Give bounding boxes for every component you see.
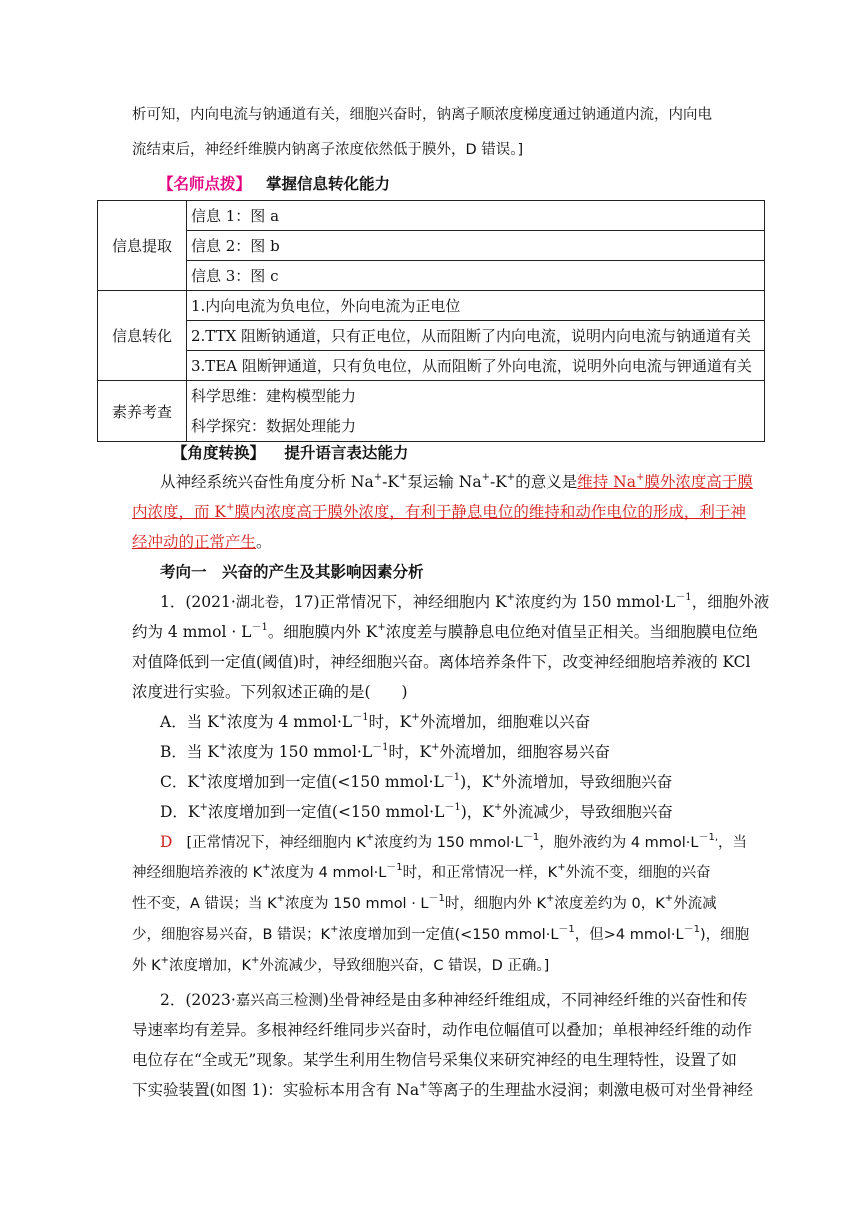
q1-line-4: 浓度进行实验。下列叙述正确的是( ) [132, 683, 408, 701]
text-run: ，但>4 mmol·L [574, 927, 684, 943]
table-head-cell: 信息转化 [98, 291, 187, 381]
angle-para-line-2 [132, 501, 746, 523]
sup: －1 [352, 712, 369, 723]
info-table [97, 200, 765, 442]
q1-option-c [160, 771, 672, 793]
text-run: 外 K [132, 958, 161, 974]
sup: + [664, 893, 674, 904]
text-run: ，当 [718, 835, 748, 851]
sup: + [546, 893, 555, 904]
table-cell: 2.TTX 阻断钠通道，只有正电位，从而阻断了内向电流，说明内向电流与钠通道有关 [187, 321, 765, 351]
sup: + [506, 472, 516, 483]
text-run: B．当 K [160, 743, 219, 761]
sup: －1 [683, 924, 700, 935]
text-run: 浓度增加到一定值(<150 mmol·L [207, 803, 445, 821]
sup: + [635, 472, 645, 483]
q1-explain-line-3 [132, 893, 717, 915]
teacher-tip-tag: 【名师点拨】 [158, 174, 252, 193]
text-run: 泵运输 Na [407, 473, 482, 491]
text-run: 性不变，A 错误；当 K [132, 896, 277, 912]
text-run: 浓度差与膜静息电位绝对值呈正相关。当细胞膜电位绝 [385, 623, 758, 641]
table-head-cell: 信息提取 [98, 201, 187, 291]
sup: －1 [372, 742, 389, 753]
text-run: -K [382, 473, 399, 491]
q1-line-2 [132, 621, 758, 643]
text-run: 17)正常情况下，神经细胞内 K [293, 593, 507, 611]
text-run: 浓度约为 150 mmol·L [514, 593, 676, 611]
text-run: 外流减少，导致细胞兴奋，C 错误，D 正确。] [259, 958, 550, 974]
sup: －1 [675, 592, 692, 603]
table-row [98, 351, 765, 381]
q1-option-b [160, 741, 610, 763]
teacher-tip-title: 掌握信息转化能力 [265, 174, 390, 193]
q2-line-3: 电位存在“全或无”现象。某学生利用生物信号采集仪来研究神经的电生理特性，设置了如 [132, 1051, 737, 1069]
text-run: 。细胞膜内外 K [267, 623, 378, 641]
text-run: 浓度为 4 mmol·L [227, 713, 353, 731]
sup: + [218, 742, 228, 753]
text-run: 下实验装置(如图 1)：实验标本用含有 Na [132, 1081, 420, 1099]
table-cell-line: 科学探究：数据处理能力 [191, 417, 357, 435]
text-run: )，K [460, 773, 494, 791]
sup: + [218, 712, 228, 723]
text-run: 外流减 [673, 896, 717, 912]
text-run: 。 [256, 533, 272, 551]
sup: + [493, 802, 503, 813]
red-answer: 经冲动的正常产生 [132, 533, 257, 551]
angle-title: 提升语言表达能力 [284, 443, 409, 462]
text-run: 浓度增加到一定值(<150 mmol·L [338, 927, 559, 943]
q2-line-2: 导速率均有差异。多根神经纤维同步兴奋时，动作电位幅值可以叠加；单根神经纤维的动作 [132, 1021, 753, 1039]
q2-line-1 [160, 989, 747, 1012]
text-run: 时，细胞内外 K [444, 896, 546, 912]
section-title: 考向一 兴奋的产生及其影响因素分析 [160, 562, 424, 581]
table-row [98, 381, 765, 442]
text-run: 外流增加，导致细胞兴奋 [501, 773, 673, 791]
sup: + [198, 772, 208, 783]
text-run: C．K [160, 773, 199, 791]
q1-explain-line-4 [132, 924, 749, 946]
text-run: 时，K [368, 713, 412, 731]
text-run: 外流减少，导致细胞兴奋 [502, 803, 673, 821]
sup: －1 [522, 832, 540, 843]
table-cell: 信息 1：图 a [187, 201, 765, 231]
q1-explain-line-5 [132, 955, 549, 977]
sup: －1 [558, 924, 575, 935]
table-row [98, 261, 765, 291]
text-run: 1．(2021· [160, 593, 236, 611]
angle-para-line-3 [132, 531, 272, 553]
text-run: 约为 4 mmol · L [132, 623, 252, 641]
text-run: 外流增加，细胞容易兴奋 [439, 743, 611, 761]
text-run: 浓度差约为 0，K [554, 896, 665, 912]
source-label: 嘉兴高三检测 [235, 993, 323, 1009]
sup: + [398, 472, 408, 483]
prev-explain-line-1: 析可知，内向电流与钠通道有关，细胞兴奋时，钠离子顺浓度梯度通过钠通道内流，内向电 [132, 107, 712, 123]
sup: + [377, 622, 386, 633]
q1-line-1 [160, 591, 769, 614]
text-run: 膜内浓度高于膜外浓度，有利于静息电位的维持和动作电位的形成，利于神 [234, 503, 746, 521]
q1-explain-line-2 [132, 862, 711, 884]
sup: + [481, 472, 490, 483]
text-run: ，胞外液约为 4 mmol·L [539, 835, 699, 851]
text-run: 时，和正常情况一样，K [402, 865, 558, 881]
sup: －1 [444, 802, 461, 813]
sup: + [251, 955, 260, 966]
angle-heading [172, 442, 408, 464]
text-run: 维持 Na [577, 473, 636, 491]
text-run: ，细胞外液 [691, 593, 770, 611]
text-run: 浓度增加，K [169, 958, 252, 974]
text-run: 时，K [388, 743, 432, 761]
sup: + [411, 712, 420, 723]
table-cell: 信息 2：图 b [187, 231, 765, 261]
text-run: 浓度为 150 mmol·L [227, 743, 373, 761]
sup: －1 [443, 772, 461, 783]
sup: + [493, 772, 502, 783]
sup: + [262, 862, 271, 873]
sup: + [160, 955, 170, 966]
table-head-cell: 素养考查 [98, 381, 187, 442]
sup: + [276, 893, 286, 904]
sup: －1 [386, 862, 403, 873]
prev-explain-line-2: 流结束后，神经纤维膜内钠离子浓度依然低于膜外，D 错误。] [132, 142, 524, 158]
text-run: 浓度约为 150 mmol·L [374, 835, 523, 851]
sup: + [506, 592, 515, 603]
text-run: 等离子的生理盐水浸润；刺激电极可对坐骨神经 [427, 1081, 754, 1099]
table-cell: 信息 3：图 c [187, 261, 765, 291]
table-row [98, 201, 765, 231]
q1-option-d [160, 801, 673, 823]
text-run: 外流增加，细胞难以兴奋 [419, 713, 591, 731]
text-run: 的意义是 [515, 473, 578, 491]
text-run: 外流不变，细胞的兴奋 [565, 865, 711, 881]
q1-explain-line-1 [160, 831, 747, 854]
source-label: 湖北卷， [235, 595, 294, 611]
text-run: 浓度为 150 mmol · L [285, 896, 429, 912]
sup: + [226, 502, 235, 513]
text-run: )，K [460, 803, 494, 821]
sup: －1 [428, 893, 445, 904]
teacher-tip-heading [158, 173, 390, 195]
sup: + [419, 1080, 428, 1091]
sup: + [373, 472, 383, 483]
sup: + [557, 862, 566, 873]
text-run: A．当 K [160, 713, 219, 731]
text-run: 浓度为 4 mmol·L [270, 865, 387, 881]
text-run: 神经细胞培养液的 K [132, 865, 263, 881]
table-row [98, 231, 765, 261]
text-run: )，细胞 [699, 927, 750, 943]
sup: + [199, 802, 208, 813]
text-run: [正常情况下，神经细胞内 K [186, 835, 366, 851]
table-cell: 3.TEA 阻断钾通道，只有负电位，从而阻断了外向电流，说明外向电流与钾通道有关 [187, 351, 765, 381]
angle-tag: 【角度转换】 [172, 443, 266, 462]
q2-line-4 [132, 1079, 753, 1101]
sup: + [330, 924, 339, 935]
table-cell-line: 科学思维：建构模型能力 [191, 387, 357, 405]
text-run: 浓度增加到一定值(<150 mmol·L [207, 773, 444, 791]
sup: －1 [251, 622, 268, 633]
table-row [98, 291, 765, 321]
sup: －1, [698, 832, 719, 843]
sup: + [431, 742, 440, 753]
q1-line-3: 对值降低到一定值(阈值)时，神经细胞兴奋。离体培养条件下，改变神经细胞培养液的 KCl [132, 653, 751, 671]
table-row [98, 321, 765, 351]
text-run: 从神经系统兴奋性角度分析 Na [160, 473, 374, 491]
sup: + [365, 832, 375, 843]
text-run: )坐骨神经是由多种神经纤维组成，不同神经纤维的兴奋性和传 [322, 991, 748, 1009]
text-run: 内浓度，而 K [132, 503, 227, 521]
text-run: 膜外浓度高于膜 [644, 473, 753, 491]
text-run: -K [489, 473, 507, 491]
angle-para-line-1 [160, 471, 753, 493]
table-cell-multi [187, 381, 765, 442]
red-answer [577, 473, 753, 491]
text-run: D．K [160, 803, 200, 821]
text-run: 少，细胞容易兴奋，B 错误；K [132, 927, 331, 943]
table-cell: 1.内向电流为负电位，外向电流为正电位 [187, 291, 765, 321]
text-run: 2．(2023· [160, 991, 236, 1009]
answer-letter: D [160, 833, 173, 851]
q1-option-a [160, 711, 590, 733]
